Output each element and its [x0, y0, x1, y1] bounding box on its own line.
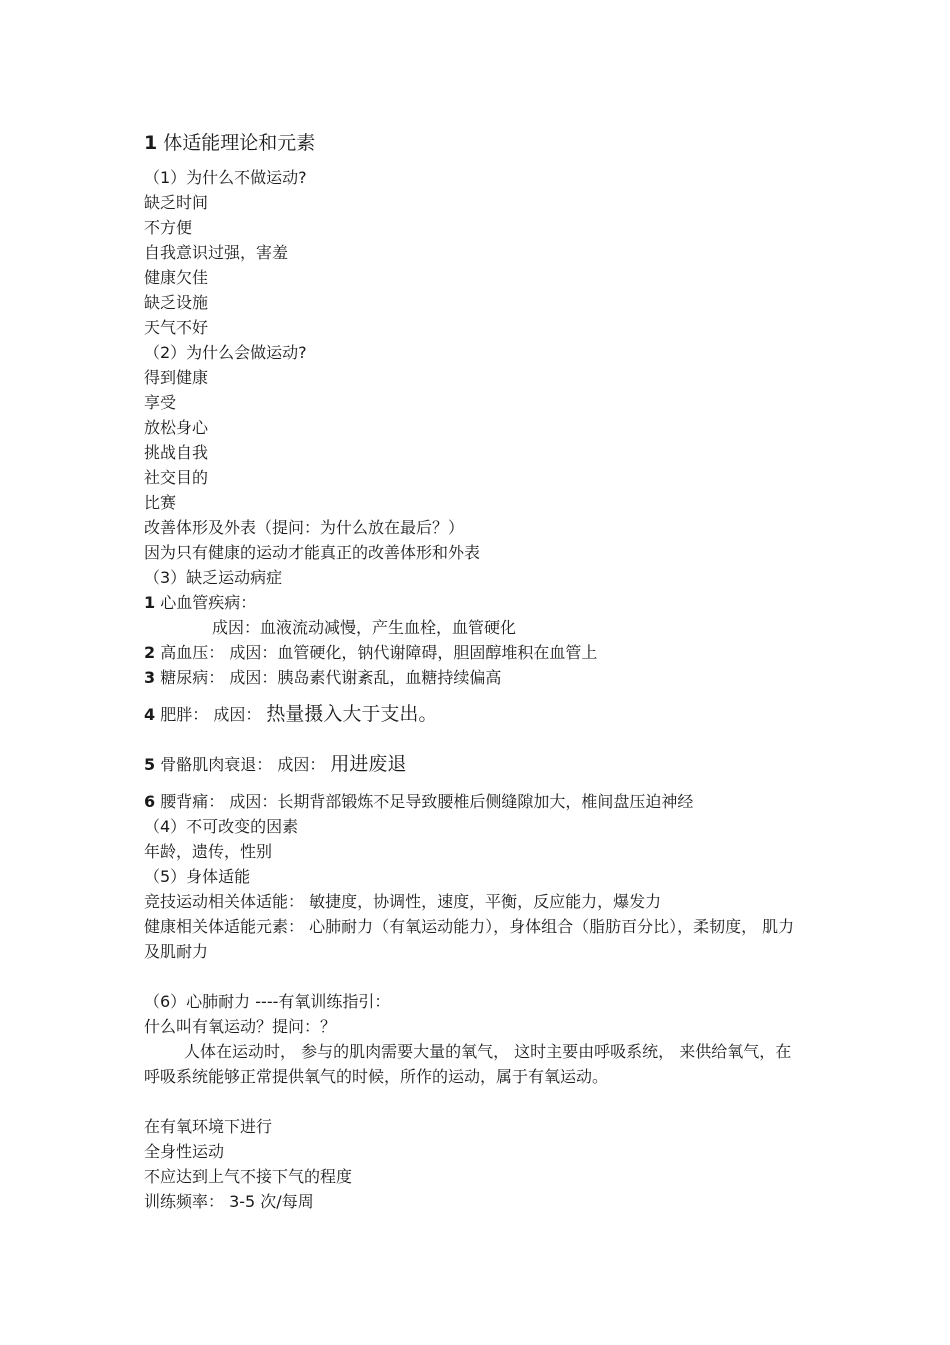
list-item: 在有氧环境下进行 [144, 1117, 273, 1136]
list-item: 缺乏设施 [144, 293, 209, 312]
spacer [144, 964, 814, 989]
title-text: 体适能理论和元素 [163, 132, 316, 154]
list-item: 缺乏时间 [144, 193, 209, 212]
section-4-heading: （4）不可改变的因素 [144, 817, 299, 836]
list-item: 训练频率： 3-5 次/每周 [144, 1192, 314, 1211]
list-item: 社交目的 [144, 468, 209, 487]
disease-1-cause: 成因：血液流动减慢，产生血栓，血管硬化 [212, 618, 517, 637]
section-1-heading: （1）为什么不做运动? [144, 168, 307, 187]
list-item: 天气不好 [144, 318, 209, 337]
competitive-fitness: 竞技运动相关体适能： 敏捷度，协调性，速度，平衡，反应能力，爆发力 [144, 892, 662, 911]
spacer [144, 727, 814, 752]
list-item: 全身性运动 [144, 1142, 225, 1161]
title-number: 1 [144, 132, 158, 154]
section-5-heading: （5）身体适能 [144, 867, 251, 886]
disease-2: 2 高血压： 成因：血管硬化，钠代谢障碍，胆固醇堆积在血管上 [144, 643, 598, 662]
aerobic-definition: 人体在运动时， 参与的肌肉需要大量的氧气， 这时主要由呼吸系统， 来供给氧气，在呼吸系统能够正常提供氧气的时候，所作的运动，属于有氧运动。 [144, 1042, 792, 1086]
list-item: 因为只有健康的运动才能真正的改善体形和外表 [144, 543, 481, 562]
disease-5: 5 骨骼肌肉衰退： 成因： 用进废退 [144, 753, 407, 775]
disease-3: 3 糖尿病： 成因：胰岛素代谢紊乱，血糖持续偏高 [144, 668, 502, 687]
section-6-heading: （6）心肺耐力 ----有氧训练指引： [144, 992, 391, 1011]
disease-1: 1 心血管疾病： [144, 593, 257, 612]
list-item: 放松身心 [144, 418, 209, 437]
list-item: 比赛 [144, 493, 177, 512]
spacer [144, 1089, 814, 1114]
section-2-heading: （2）为什么会做运动? [144, 343, 307, 362]
spacer [144, 777, 814, 789]
list-item: 不方便 [144, 218, 193, 237]
list-item: 自我意识过强，害羞 [144, 243, 289, 262]
list-item: 挑战自我 [144, 443, 209, 462]
list-item: 得到健康 [144, 368, 209, 387]
disease-6: 6 腰背痛： 成因：长期背部锻炼不足导致腰椎后侧缝隙加大，椎间盘压迫神经 [144, 792, 694, 811]
list-item: 健康欠佳 [144, 268, 209, 287]
section-4-text: 年龄，遗传，性别 [144, 842, 273, 861]
disease-4: 4 肥胖： 成因： 热量摄入大于支出。 [144, 703, 438, 725]
list-item: 享受 [144, 393, 177, 412]
health-fitness: 健康相关体适能元素： 心肺耐力（有氧运动能力），身体组合（脂肪百分比），柔韧度， 肌力及肌耐力 [144, 917, 795, 961]
document-page [144, 130, 814, 1214]
spacer [144, 690, 814, 702]
section-6-question: 什么叫有氧运动？提问：？ [144, 1017, 337, 1036]
list-item: 不应达到上气不接下气的程度 [144, 1167, 353, 1186]
doc-title [144, 130, 814, 156]
section-3-heading: （3）缺乏运动病症 [144, 568, 283, 587]
list-item: 改善体形及外表（提问：为什么放在最后？） [144, 518, 465, 537]
